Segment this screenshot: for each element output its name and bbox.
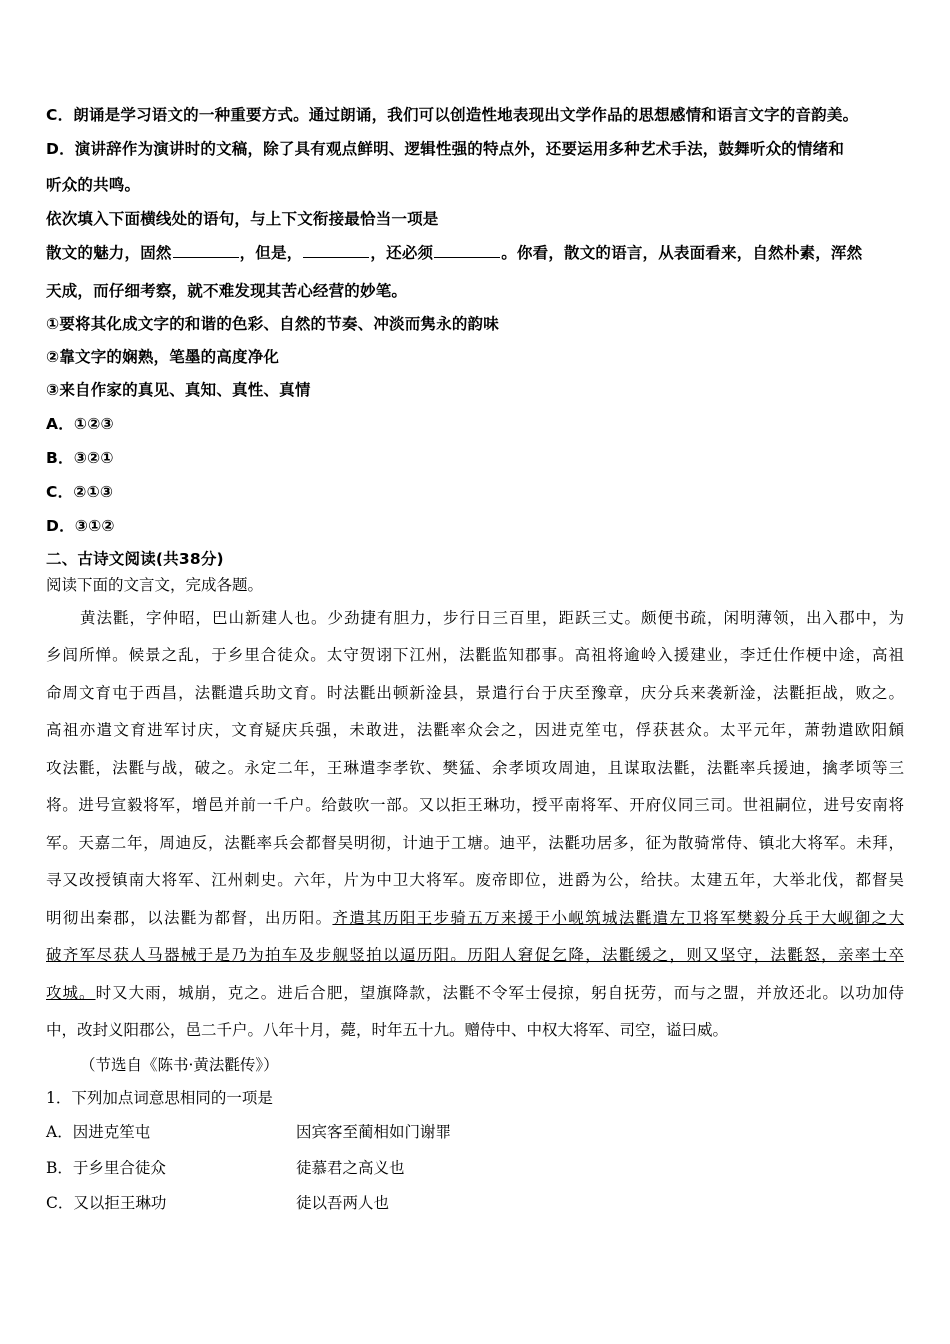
- passage-segment-4: 。你看，散文的语言，从表面看来，自然朴素，浑然: [501, 244, 863, 262]
- option-b-label: B．于乡里合徒众: [46, 1159, 166, 1177]
- classical-line-7: 军。天嘉二年，周迪反，法氍率兵会都督吴明彻，计迪于工塘。迪平，法氍功居多，征为散骑常侍、镇北大将军。未拜，: [46, 834, 904, 852]
- classical-line-2: 乡闾所惮。候景之乱，于乡里合徒众。太守贺诩下江州，法氍监知郡事。高祖将逾岭入援建业，李迁仕作梗中途，高祖: [46, 646, 904, 664]
- classical-line-11-plain: 时又大雨，城崩，克之。进后合肥，望旗降款，法氍不令军士侵掠，躬自抚劳，而与之盟，并放还北。以功加侍: [95, 984, 904, 1002]
- passage-segment-2: ，但是，: [239, 244, 303, 262]
- classical-line-1: 黄法氍，字仲昭，巴山新建人也。少劲捷有胆力，步行日三百里，距跃三丈。颇便书疏，闲明薄领，出入郡中，为: [80, 609, 904, 627]
- fill-item-2: ②靠文字的娴熟，笔墨的高度净化: [46, 348, 280, 366]
- passage-segment-1: 散文的魅力，固然: [46, 244, 172, 262]
- blank-3: [434, 243, 500, 258]
- section-heading: 二、古诗文阅读(共38分): [46, 550, 224, 568]
- classical-line-4: 高祖亦遣文育进军讨庆，文育疑庆兵强，未敢进，法氍率众会之，因进克笙屯，俘获甚众。太平元年，萧勃遣欧阳頠: [46, 721, 904, 739]
- blank-2: [303, 243, 369, 258]
- option-c-compare: 徒以吾两人也: [296, 1194, 390, 1212]
- fill-item-1: ①要将其化成文字的和谐的色彩、自然的节奏、冲淡而隽永的韵味: [46, 315, 499, 333]
- option-a-label: A．因进克笙屯: [46, 1123, 151, 1141]
- choice-a: A．①②③: [46, 415, 114, 433]
- option-a-compare: 因宾客至蔺相如门谢罪: [296, 1123, 452, 1141]
- option-d-text-line1: D．演讲辞作为演讲时的文稿，除了具有观点鲜明、逻辑性强的特点外，还要运用多种艺术手法，鼓舞听众的情绪和: [46, 140, 845, 158]
- question1-option-b: [46, 1156, 906, 1178]
- choice-b: B．③②①: [46, 449, 114, 467]
- option-c-text: C．朗诵是学习语文的一种重要方式。通过朗诵，我们可以创造性地表现出文学作品的思想感情和语言文字的音韵美。: [46, 106, 859, 124]
- question1-stem: 1．下列加点词意思相同的一项是: [46, 1089, 273, 1107]
- classical-line-11: [46, 981, 904, 1003]
- classical-line-12: 中，改封义阳郡公，邑二千户。八年十月，薨，时年五十九。赠侍中、中权大将军、司空，谥曰威。: [46, 1021, 729, 1039]
- classical-line-9: [46, 906, 904, 928]
- choice-d: D．③①②: [46, 517, 115, 535]
- classical-line-3: 命周文育屯于西昌，法氍遣兵助文育。时法氍出顿新淦县，景遣行台于庆至豫章，庆分兵来袭新淦，法氍拒战，败之。: [46, 684, 904, 702]
- question1-option-c: [46, 1191, 906, 1213]
- choice-c: C．②①③: [46, 483, 114, 501]
- fill-question-stem: 依次填入下面横线处的语句，与上下文衔接最恰当一项是: [46, 210, 439, 228]
- fill-passage-line1: [46, 241, 862, 263]
- underlined-sentence-part1: 齐遣其历阳王步骑五万来援于小岘筑城法氍遣左卫将军樊毅分兵于大岘御之大: [332, 909, 904, 927]
- section-instruction: 阅读下面的文言文，完成各题。: [46, 576, 264, 594]
- passage-segment-3: ，还必须: [370, 244, 434, 262]
- fill-item-3: ③来自作家的真见、真知、真性、真情: [46, 381, 311, 399]
- classical-line-9-plain: 明彻出秦郡，以法氍为都督，出历阳。: [46, 909, 333, 927]
- classical-line-5: 攻法氍，法氍与战，破之。永定二年，王琳遣李孝钦、樊猛、余孝顷攻周迪，且谋取法氍，法氍率兵援迪，擒孝顷等三: [46, 759, 904, 777]
- underlined-sentence-part2: 破齐军尽获人马器械于是乃为拍车及步舰竖拍以逼历阳。历阳人窘促乞降，法氍缓之，则又坚守，法氍怒，亲率士卒: [46, 946, 904, 964]
- underlined-sentence-part3: 攻城。: [46, 984, 96, 1002]
- blank-1: [173, 243, 239, 258]
- question1-option-a: [46, 1120, 906, 1142]
- option-d-text-line2: 听众的共鸣。: [46, 176, 141, 194]
- option-b-compare: 徒慕君之高义也: [296, 1159, 405, 1177]
- fill-passage-line2: 天成，而仔细考察，就不难发现其苦心经营的妙笔。: [46, 282, 408, 300]
- classical-line-6: 将。进号宣毅将军，增邑并前一千户。给鼓吹一部。又以拒王琳功，授平南将军、开府仪同三司。世祖嗣位，进号安南将: [46, 796, 904, 814]
- classical-line-10: [46, 943, 904, 965]
- classical-line-8: 寻又改授镇南大将军、江州刺史。六年，片为中卫大将军。废帝即位，进爵为公，给扶。太建五年，大举北伐，都督吴: [46, 871, 904, 889]
- classical-source: （节选自《陈书·黄法氍传》）: [80, 1056, 279, 1074]
- option-c-label: C．又以拒王琳功: [46, 1194, 167, 1212]
